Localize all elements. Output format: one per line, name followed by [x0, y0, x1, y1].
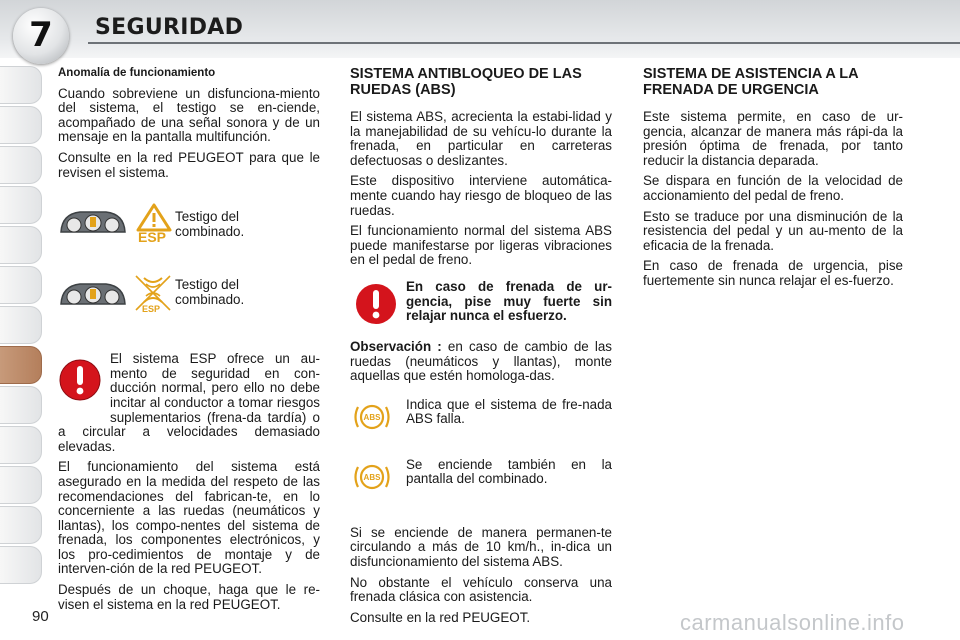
section-heading: Anomalía de funcionamiento — [58, 67, 216, 79]
abs-indicator-row — [350, 458, 612, 516]
chapter-tab[interactable] — [0, 226, 42, 264]
chapter-tab[interactable] — [0, 466, 42, 504]
paragraph: Cuando sobreviene un disfunciona-miento del sistema, el testigo se en-ciende, acompañado de una señal sonora y de un mensaje en la pantalla multifunción. — [58, 85, 320, 145]
page-title: SEGURIDAD — [95, 15, 244, 40]
warning-note — [58, 352, 320, 454]
column-abs — [350, 66, 612, 631]
warning-exclamation-icon — [354, 282, 398, 326]
paragraph: No obstante el vehículo conserva una frenada clásica con asistencia. — [350, 574, 612, 605]
paragraph: Consulte en la red PEUGEOT para que le revisen el sistema. — [58, 149, 320, 180]
page-number: 90 — [32, 608, 49, 625]
chapter-tab[interactable] — [0, 66, 42, 104]
paragraph: El sistema ABS, acrecienta la estabi-lidad y la manejabilidad de su vehícu-lo durante la frenada, en particular en carreteras defectuosas o deslizantes. — [350, 109, 612, 168]
column-esp-anomaly — [58, 66, 320, 618]
watermark: carmanualsonline.info — [680, 610, 905, 635]
warning-exclamation-icon — [58, 358, 110, 414]
esp-badge-text: ESP — [138, 229, 167, 246]
indicator-label: Testigo del combinado. — [175, 209, 245, 239]
paragraph: Se dispara en función de la velocidad de accionamiento del pedal de freno. — [643, 173, 903, 203]
indicator-label: Indica que el sistema de fre-nada ABS falla. — [406, 396, 612, 427]
chapter-tab[interactable] — [0, 386, 42, 424]
observation-label: Observación : — [350, 338, 442, 354]
header-divider — [88, 42, 960, 44]
chapter-tab[interactable] — [0, 546, 42, 584]
paragraph: Si se enciende de manera permanen-te circulando a más de 10 km/h., in-dica un disfuncionamiento del sistema ABS. — [350, 524, 612, 569]
warning-text: En caso de frenada de ur-gencia, pise muy fuerte sin relajar nunca el esfuerzo. — [406, 278, 612, 324]
paragraph: Después de un choque, haga que le re-visen el sistema en la red PEUGEOT. — [58, 582, 320, 612]
chapter-number: 7 — [29, 15, 53, 55]
chapter-tab[interactable] — [0, 426, 42, 464]
abs-indicator-row — [350, 398, 612, 456]
section-heading: SISTEMA DE ASISTENCIA A LA FRENADA DE URGENCIA — [643, 66, 859, 98]
chapter-tab[interactable] — [0, 186, 42, 224]
chapter-tab[interactable] — [0, 106, 42, 144]
indicator-row — [58, 202, 320, 268]
paragraph: El funcionamiento del sistema está asegurado en la medida del respeto de las recomendaciones del fabrican-te, en lo concerniente a las ruedas (neumáticos y llantas), los compo-nentes del sistema de frenada, los componentes electrónicos, y los pro-cedimientos de montaje y de interven-ción de la red PEUGEOT. — [58, 459, 320, 577]
paragraph: En caso de frenada de urgencia, pise fuertemente sin nunca relajar el es-fuerzo. — [643, 258, 903, 288]
instrument-cluster-icon — [58, 208, 128, 238]
warning-note — [350, 280, 612, 336]
chapter-tab[interactable] — [0, 266, 42, 304]
paragraph: El funcionamiento normal del sistema ABS puede manifestarse por ligeras vibraciones en el pedal de freno. — [350, 223, 612, 268]
paragraph: Este sistema permite, en caso de ur-gencia, alcanzar de manera más rápi-da la presión óptima de frenada, por tanto reducir la distancia deparada. — [643, 109, 903, 168]
chapter-tab[interactable] — [0, 306, 42, 344]
indicator-label: Se enciende también en la pantalla del combinado. — [406, 456, 612, 487]
observation-paragraph — [350, 340, 612, 384]
indicator-row — [58, 272, 320, 342]
indicator-label: Testigo del combinado. — [175, 277, 245, 307]
chapter-tab-active[interactable] — [0, 346, 42, 384]
esp-badge-text: ESP — [142, 304, 161, 315]
chapter-tab[interactable] — [0, 146, 42, 184]
section-heading: SISTEMA ANTIBLOQUEO DE LAS RUEDAS (ABS) — [350, 66, 582, 98]
chapter-tabs — [0, 66, 42, 586]
instrument-cluster-icon — [58, 280, 128, 310]
chapter-badge — [13, 8, 69, 64]
paragraph: Esto se traduce por una disminución de la resistencia del pedal y un au-mento de la eficacia de la frenada. — [643, 208, 903, 253]
paragraph: Este dispositivo interviene automática-mente cuando hay riesgo de bloqueo de las ruedas. — [350, 173, 612, 218]
abs-icon-text: ABS — [363, 472, 381, 482]
warning-text: El sistema ESP ofrece un au-mento de seguridad en con-ducción normal, pero ello no debe incitar al conductor a tomar riesgos suplementarios (frena-da tardía) o a circular a velocidades demasiado elevadas. — [58, 351, 320, 454]
chapter-tab[interactable] — [0, 506, 42, 544]
observation-text: en caso de cambio de las ruedas (neumáticos y llantas), monte aquellas que estén homologa-das. — [350, 338, 612, 384]
paragraph: Consulte en la red PEUGEOT. — [350, 609, 531, 625]
column-emergency-brake-assist — [643, 66, 903, 295]
abs-icon-text: ABS — [363, 412, 381, 422]
